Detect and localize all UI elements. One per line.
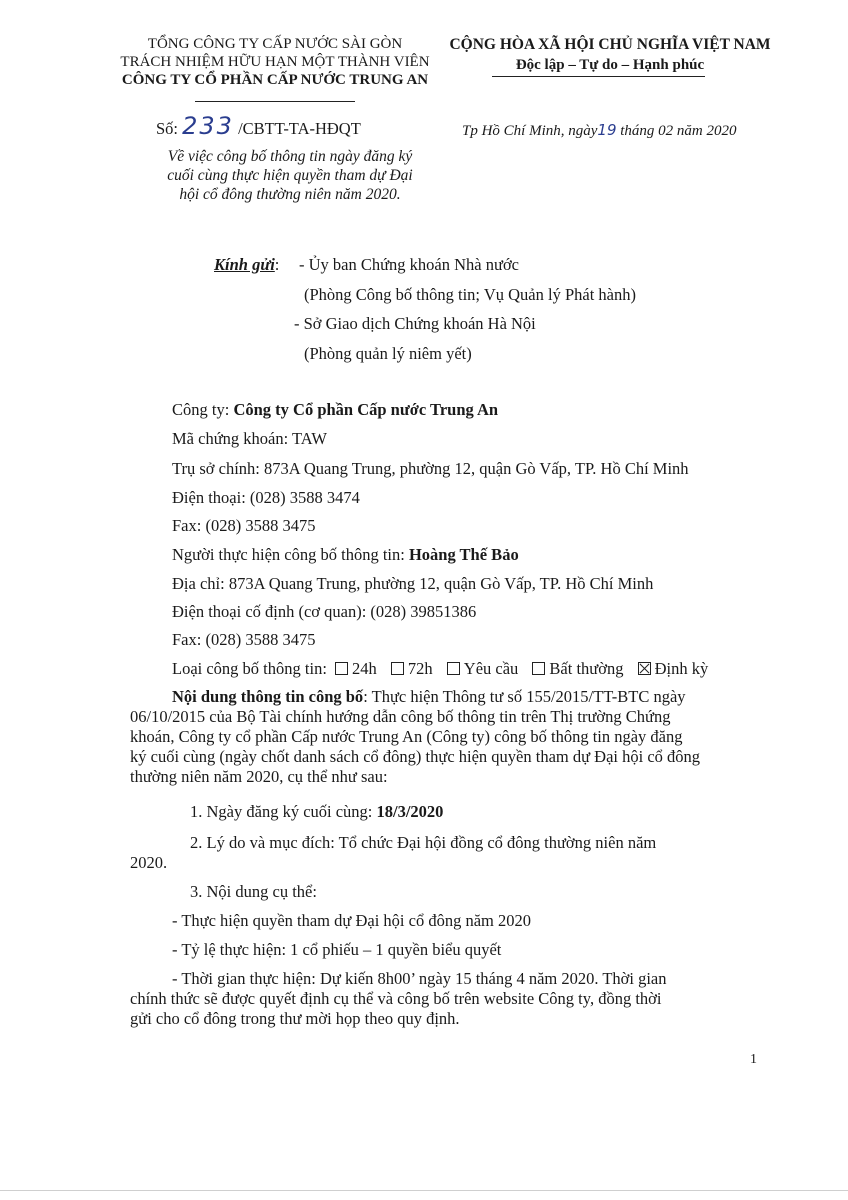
place-date-prefix: Tp Hồ Chí Minh, ngày [462,123,598,139]
bullet-1: - Thực hiện quyền tham dự Đại hội cổ đông năm 2020 [172,911,531,930]
doc-number-prefix: Số: [156,119,179,138]
bullet-3-line-1: - Thời gian thực hiện: Dự kiến 8h00’ ngày 15 tháng 4 năm 2020. Thời gian [172,969,667,988]
checkbox-24h [335,662,348,675]
content-line-3: khoán, Công ty cổ phần Cấp nước Trung An (Công ty) công bố thông tin ngày đăng [130,727,683,746]
national-motto: Độc lập – Tự do – Hạnh phúc [515,57,705,73]
content-line-2: 06/10/2015 của Bộ Tài chính hướng dẫn công bố thông tin trên Thị trường Chứng [130,707,671,726]
content-colon: : [363,687,368,706]
bullet-3-line-2: chính thức sẽ được quyết định cụ thể và công bố trên website Công ty, đồng thời [130,989,662,1008]
disclosure-type [172,659,708,679]
option-24h: 24h [352,659,377,678]
company-name-header: CÔNG TY CỔ PHẦN CẤP NƯỚC TRUNG AN [121,72,429,88]
bullet-3-line-3: gửi cho cổ đông trong thư mời họp theo quy định. [130,1009,460,1028]
page-number: 1 [750,1052,757,1067]
disclosure-type-label: Loại công bố thông tin: [172,659,327,678]
option-request: Yêu cầu [463,659,519,678]
subject-line-3: hội cổ đông thường niên năm 2020. [179,186,401,203]
item-1-label: 1. Ngày đăng ký cuối cùng: [190,802,373,821]
item-1-value: 18/3/2020 [376,802,444,821]
phone: Điện thoại: (028) 3588 3474 [172,488,360,507]
company-line [172,400,498,420]
stock-code: Mã chứng khoán: TAW [172,429,327,448]
document-number [156,112,361,140]
content-text-1: Thực hiện Thông tư số 155/2015/TT-BTC ngày [371,687,686,706]
item-2-line-2: 2020. [130,853,168,872]
national-title: CỘNG HÒA XÃ HỘI CHỦ NGHĨA VIỆT NAM [449,36,771,53]
doc-number-handwritten: 233 [182,112,234,140]
content-line-5: thường niên năm 2020, cụ thể như sau: [130,767,388,786]
left-header-underline [195,101,355,102]
recipient-1-dept: (Phòng Công bố thông tin; Vụ Quản lý Phát hành) [304,285,636,304]
checkbox-request [447,662,460,675]
discloser-address: Địa chỉ: 873A Quang Trung, phường 12, quận Gò Vấp, TP. Hồ Chí Minh [172,574,654,593]
content-line-1 [172,687,686,707]
place-date-suffix: tháng 02 năm 2020 [620,123,737,139]
item-3: 3. Nội dung cụ thể: [190,882,317,901]
item-1 [190,802,443,822]
org-parent-name: TỔNG CÔNG TY CẤP NƯỚC SÀI GÒN [147,36,403,52]
option-irregular: Bất thường [549,659,624,678]
company-label: Công ty: [172,400,230,419]
discloser-label: Người thực hiện công bố thông tin: [172,545,405,564]
head-office: Trụ sở chính: 873A Quang Trung, phường 12, quận Gò Vấp, TP. Hồ Chí Minh [172,459,689,478]
recipients-label [214,255,279,275]
content-line-4: ký cuối cùng (ngày chốt danh sách cổ đông) thực hiện quyền tham dự Đại hội cổ đông [130,747,701,766]
motto-underline [492,76,705,77]
scan-edge-line [0,1190,848,1191]
option-periodic: Định kỳ [654,659,709,678]
bullet-2: - Tỷ lệ thực hiện: 1 cổ phiếu – 1 quyền biểu quyết [172,940,502,959]
company-value: Công ty Cổ phần Cấp nước Trung An [233,400,499,419]
recipients-colon: : [274,255,280,274]
place-date [462,120,737,141]
org-parent-type: TRÁCH NHIỆM HỮU HẠN MỘT THÀNH VIÊN [120,54,430,70]
content-label: Nội dung thông tin công bố [172,687,364,706]
fax-discloser: Fax: (028) 3588 3475 [172,630,316,649]
option-72h: 72h [407,659,433,678]
subject-line-2: cuối cùng thực hiện quyền tham dự Đại [167,167,413,184]
discloser-value: Hoàng Thế Bảo [408,545,519,564]
recipients-label-text: Kính gửi [214,255,275,274]
checkbox-irregular [532,662,545,675]
recipient-2: - Sở Giao dịch Chứng khoán Hà Nội [294,314,536,333]
date-day-handwritten: 19 [597,121,617,139]
checkbox-72h [391,662,404,675]
subject-line-1: Về việc công bố thông tin ngày đăng ký [167,148,413,165]
recipient-1: - Ủy ban Chứng khoán Nhà nước [299,255,519,274]
fixed-phone: Điện thoại cố định (cơ quan): (028) 39851386 [172,602,477,621]
item-2-line-1: 2. Lý do và mục đích: Tổ chức Đại hội đồng cổ đông thường niên năm [190,833,657,852]
fax-company: Fax: (028) 3588 3475 [172,516,316,535]
doc-number-suffix: /CBTT-TA-HĐQT [238,119,361,138]
discloser-line [172,545,519,565]
recipient-2-dept: (Phòng quản lý niêm yết) [304,344,472,363]
checkbox-periodic-checked [638,662,651,675]
